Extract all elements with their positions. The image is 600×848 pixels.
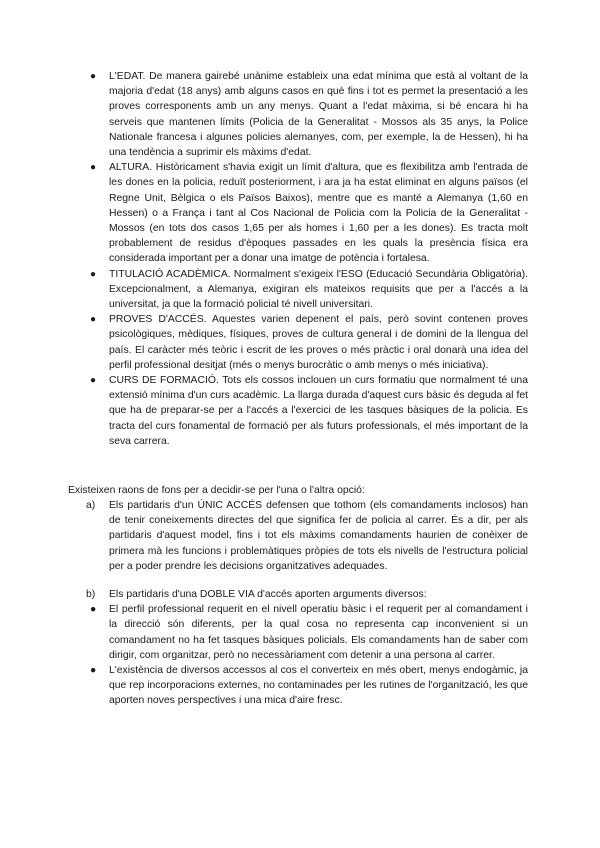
list-item <box>86 602 528 663</box>
list-item <box>82 312 528 373</box>
list-item-text: ALTURA. Històricament s'havia exigit un límit d'altura, que es flexibilitza amb l'entrada de les dones en la policia, reduït posteriorment, i ara ja ha estat eliminat en alguns països (el Regne Unit, Bèlgica o els Països Baixos), mentre que es manté a Alemanya (1,60 en Hessen) o a França i tant al Cos Nacional de Policia com la Policia de la Generalitat - Mossos (en tots dos casos 1,65 per als homes i 1,60 per a les dones). Es tracta molt probablement de residus d'èpoques passades en les quals la presència física era considerada important per a donar una imatge de potència i fortalesa. <box>109 162 528 265</box>
list-item <box>82 373 528 449</box>
bullet-icon: ● <box>90 162 97 174</box>
list-item-text: L'EDAT. De manera gairebé unànime estableix una edat mínima que està al voltant de la majoria d'edat (18 anys) amb alguns casos en què fins i tot es permet la presentació a les proves corresponents amb un any menys. Quant a l'edat màxima, si bé encara hi ha serveis que mantenen límits (Policia de la Generalitat - Mossos als 35 anys, la Police Nationale francesa i algunes policies alemanyes, com, per exemple, la de Hessen), hi ha una tendència a suprimir els màxims d'edat. <box>109 71 528 159</box>
requirements-list <box>82 69 528 449</box>
option-a-text: Els partidaris d'un ÚNIC ACCÉS defensen que tothom (els comandaments inclosos) han de tenir coneixements directes del que significa fer de policia al carrer. És a dir, per als partidaris d'aquest model, fins i tot els màxims comandaments haurien de conèixer de primera mà les funcions i problemàtiques pròpies de tots els nivells de l'estructura policial per a poder prendre les decisions organitzatives adequades. <box>109 500 528 572</box>
list-item-text: L'existència de diversos accessos al cos el converteix en més obert, menys endogàmic, ja que rep incorporacions externes, no contaminades per les rutines de l'organització, les que aporten noves perspectives i una mica d'aire fresc. <box>109 665 528 707</box>
list-item-text: TITULACIÓ ACADÈMICA. Normalment s'exigeix l'ESO (Educació Secundària Obligatòria). Excepcionalment, a Alemanya, exigiran els mateixos requisits que per a l'accés a la universitat, ja que la formació policial té nivell universitari. <box>109 268 528 311</box>
option-a-marker: a) <box>86 500 96 511</box>
bullet-icon: ● <box>90 71 97 82</box>
option-b-marker: b) <box>86 589 96 600</box>
list-item <box>82 69 528 160</box>
list-item-text: PROVES D'ACCÉS. Aquestes varien depenent el país, però sovint contenen proves psicològiques, mèdiques, físiques, proves de cultura general i de domini de la llengua del país. El caràcter més teòric i escrit de les proves o més pràctic i oral donarà una idea del perfil professional desitjat (més o menys burocràtic o amb menys o més iniciativa). <box>109 314 528 371</box>
option-a <box>86 498 528 574</box>
bullet-icon: ● <box>90 665 97 677</box>
option-b-text: Els partidaris d'una DOBLE VIA d'accés aporten arguments diversos: <box>109 589 427 600</box>
list-item <box>86 663 528 709</box>
list-item <box>82 267 528 313</box>
intro-paragraph: Existeixen raons de fons per a decidir-se per l'una o l'altra opció: <box>68 485 365 496</box>
list-item-text: El perfil professional requerit en el nivell operatiu bàsic i el requerit per al comandament i la direcció són diferents, per la qual cosa no representa cap inconvenient si un comandament no ha fet tasques bàsiques policials. Els comandaments han de saber com dirigir, com organitzar, però no necessàriament com detenir a una persona al carrer. <box>109 604 528 661</box>
list-item-text: CURS DE FORMACIÓ. Tots els cossos inclouen un curs formatiu que normalment té una extensió mínima d'un curs acadèmic. La llarga durada d'aquest curs bàsic és deguda al fet que ha de preparar-se per a l'accés a l'exercici de les tasques bàsiques de la policia. Es tracta del curs fonamental de formació per als futurs professionals, el més important de la seva carrera. <box>109 375 528 447</box>
bullet-icon: ● <box>90 375 97 387</box>
option-b-list <box>86 602 528 708</box>
bullet-icon: ● <box>90 314 97 326</box>
list-item <box>82 160 528 266</box>
bullet-icon: ● <box>90 268 97 280</box>
bullet-icon: ● <box>90 604 97 616</box>
option-b <box>86 587 528 709</box>
